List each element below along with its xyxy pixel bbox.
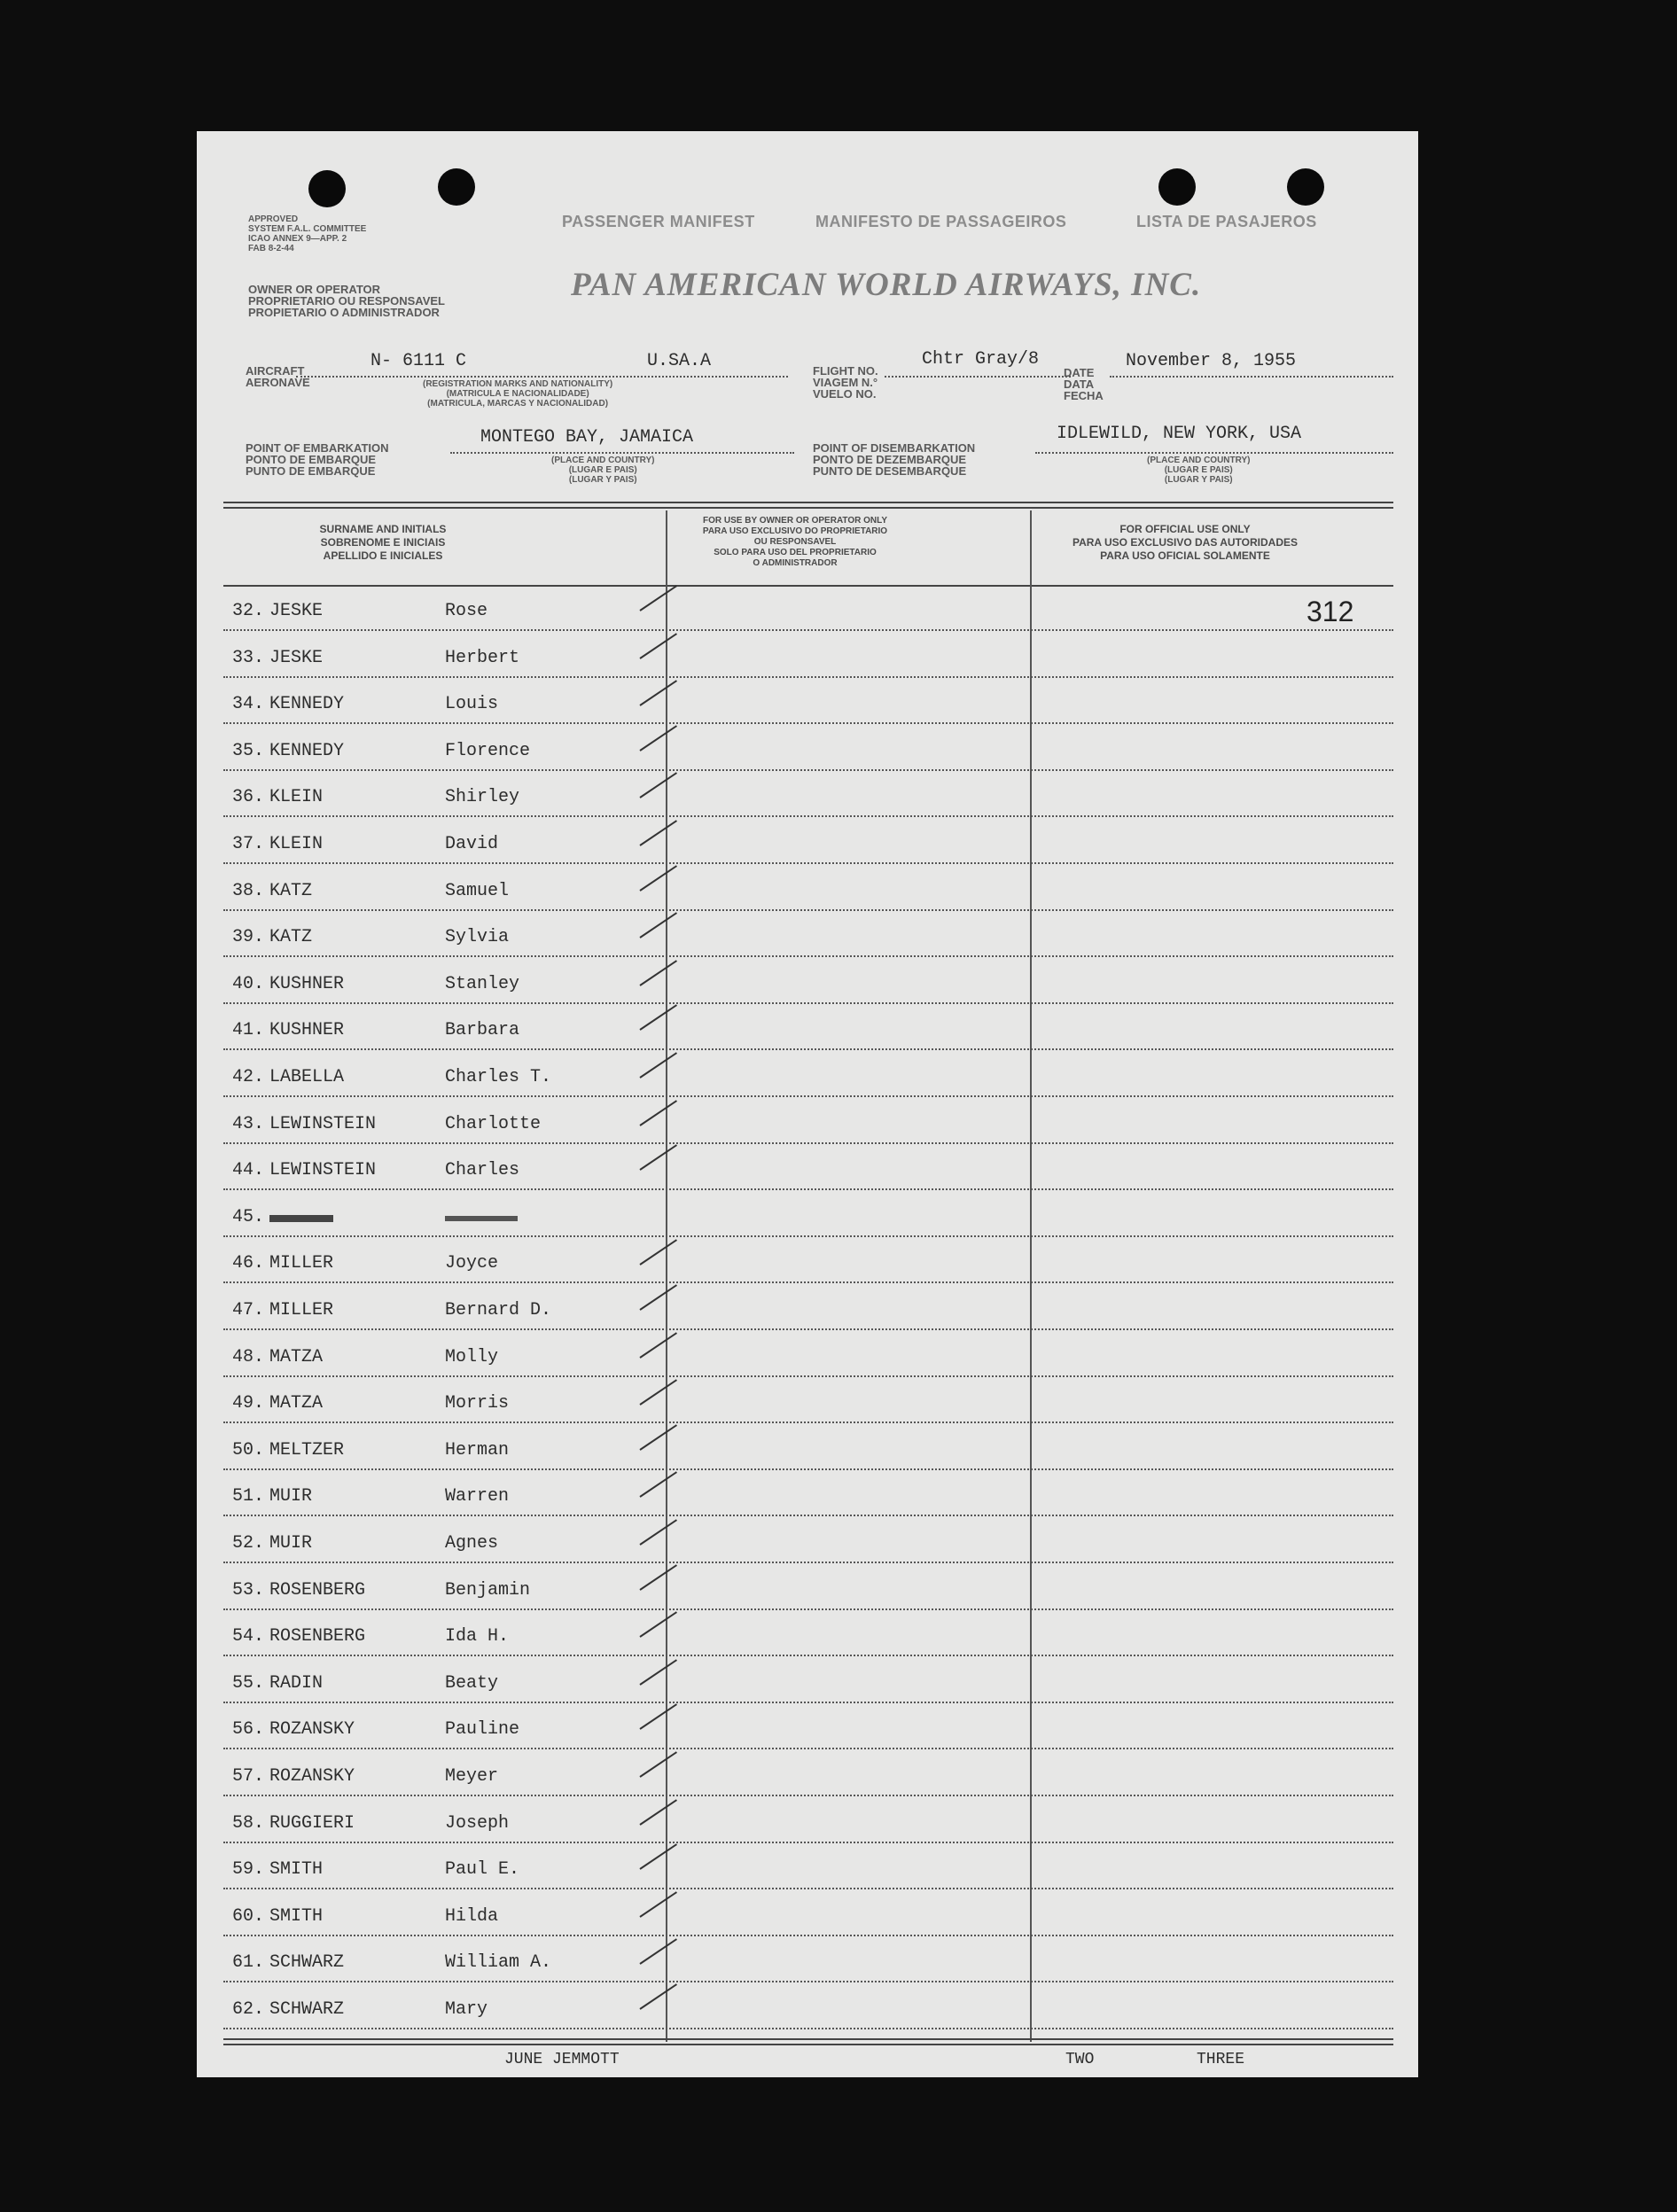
passenger-surname: KENNEDY — [269, 741, 345, 761]
row-rule — [223, 629, 1393, 631]
column-header-rule — [223, 585, 1393, 587]
passenger-surname: KUSHNER — [269, 1020, 345, 1040]
check-mark — [639, 960, 677, 986]
passenger-row — [223, 1067, 1393, 1094]
passenger-row — [223, 1626, 1393, 1653]
check-mark — [639, 820, 677, 846]
check-mark — [639, 1703, 677, 1730]
check-mark — [639, 1424, 677, 1451]
punch-hole — [1287, 168, 1324, 206]
footer-total-pages: THREE — [1197, 2051, 1245, 2068]
passenger-number: 52. — [231, 1533, 264, 1554]
strikeout-mark — [445, 1216, 518, 1221]
passenger-row — [223, 1580, 1393, 1607]
column-header-official: FOR OFFICIAL USE ONLY PARA USO EXCLUSIVO DAS AUTORIDADES PARA USO OFICIAL SOLAMENTE — [1072, 523, 1299, 562]
passenger-number: 36. — [231, 787, 264, 807]
row-rule — [223, 676, 1393, 678]
passenger-given-name: Louis — [445, 694, 499, 714]
flight-label: FLIGHT NO. VIAGEM N.° VUELO NO. — [813, 364, 878, 401]
row-rule — [223, 909, 1393, 911]
column-header-names: SURNAME AND INITIALS SOBRENOME E INICIAIS APELLIDO E INICIALES — [319, 523, 447, 562]
row-rule — [223, 2028, 1393, 2029]
row-rule — [223, 1888, 1393, 1889]
passenger-surname: MATZA — [269, 1393, 324, 1414]
check-mark — [639, 1284, 677, 1311]
passenger-row — [223, 1719, 1393, 1746]
row-rule — [223, 1748, 1393, 1749]
passenger-number: 50. — [231, 1440, 264, 1460]
disembarkation-line — [1035, 452, 1393, 454]
passenger-number: 60. — [231, 1906, 264, 1927]
check-mark — [639, 1564, 677, 1591]
title-portuguese: MANIFESTO DE PASSAGEIROS — [815, 213, 1067, 230]
row-rule — [223, 1048, 1393, 1050]
column-header-owner: FOR USE BY OWNER OR OPERATOR ONLY PARA USO EXCLUSIVO DO PROPRIETARIO OU RESPONSAVEL SOLO PARA USO DEL PROPRIETARIO O ADMINISTRADOR — [702, 516, 888, 568]
passenger-number: 32. — [231, 601, 264, 621]
embarkation-point: MONTEGO BAY, JAMAICA — [480, 427, 694, 448]
check-mark — [639, 1611, 677, 1638]
row-rule — [223, 1188, 1393, 1190]
check-mark — [639, 585, 677, 611]
flight-number: Chtr Gray/8 — [922, 349, 1040, 370]
passenger-given-name: Joseph — [445, 1813, 510, 1834]
passenger-surname: ROSENBERG — [269, 1580, 366, 1601]
passenger-row — [223, 1766, 1393, 1793]
check-mark — [639, 1983, 677, 2010]
registration-caption: (REGISTRATION MARKS AND NATIONALITY) (MATRICULA E NACIONALIDADE) (MATRICULA, MARCAS Y NACIONALIDAD) — [423, 379, 613, 409]
check-mark — [639, 1751, 677, 1778]
disembarkation-point: IDLEWILD, NEW YORK, USA — [1057, 424, 1302, 444]
passenger-row — [223, 1533, 1393, 1560]
check-mark — [639, 1100, 677, 1126]
passenger-number: 53. — [231, 1580, 264, 1601]
row-rule — [223, 1142, 1393, 1144]
passenger-surname: KATZ — [269, 927, 313, 947]
passenger-surname: ROZANSKY — [269, 1766, 355, 1787]
approval-text: APPROVED SYSTEM F.A.L. COMMITTEE ICAO ANNEX 9—APP. 2 FAB 8-2-44 — [248, 214, 367, 253]
passenger-surname: SMITH — [269, 1906, 324, 1927]
passenger-given-name: Agnes — [445, 1533, 499, 1554]
passenger-surname: MUIR — [269, 1533, 313, 1554]
passenger-row — [223, 1020, 1393, 1047]
footer-signature: JUNE JEMMOTT — [504, 2051, 620, 2068]
passenger-surname: KATZ — [269, 881, 313, 901]
check-mark — [639, 725, 677, 752]
passenger-number: 56. — [231, 1719, 264, 1740]
check-mark — [639, 1144, 677, 1171]
check-mark — [639, 1471, 677, 1498]
passenger-given-name: Herman — [445, 1440, 510, 1460]
footer-page-of: TWO — [1065, 2051, 1095, 2068]
check-mark — [639, 1891, 677, 1918]
passenger-number: 59. — [231, 1859, 264, 1880]
passenger-number: 38. — [231, 881, 264, 901]
row-rule — [223, 1328, 1393, 1330]
passenger-row — [223, 1813, 1393, 1840]
passenger-row — [223, 1673, 1393, 1700]
passenger-row — [223, 1347, 1393, 1374]
check-mark — [639, 1799, 677, 1826]
date-label: DATE DATA FECHA — [1064, 366, 1104, 402]
passenger-surname: LEWINSTEIN — [269, 1160, 377, 1180]
row-rule — [223, 862, 1393, 864]
passenger-row — [223, 787, 1393, 814]
passenger-surname: JESKE — [269, 601, 324, 621]
passenger-given-name: Florence — [445, 741, 531, 761]
passenger-row — [223, 1440, 1393, 1467]
owner-operator-label: OWNER OR OPERATOR PROPRIETARIO OU RESPONSAVEL PROPIETARIO O ADMINISTRADOR — [248, 283, 445, 319]
row-rule — [223, 1281, 1393, 1283]
check-mark — [639, 1379, 677, 1406]
passenger-given-name: Hilda — [445, 1906, 499, 1927]
table-bottom-rule — [223, 2044, 1393, 2045]
passenger-given-name: Stanley — [445, 974, 520, 994]
aircraft-label: AIRCRAFT AERONAVE — [246, 364, 310, 389]
row-rule — [223, 1562, 1393, 1563]
row-rule — [223, 1235, 1393, 1237]
title-english: PASSENGER MANIFEST — [562, 213, 755, 230]
passenger-number: 34. — [231, 694, 264, 714]
passenger-row — [223, 1859, 1393, 1886]
passenger-surname: KENNEDY — [269, 694, 345, 714]
passenger-surname: SMITH — [269, 1859, 324, 1880]
passenger-given-name: Bernard D. — [445, 1300, 552, 1320]
passenger-row — [223, 1906, 1393, 1933]
date-line — [1110, 376, 1393, 378]
passenger-number: 43. — [231, 1114, 264, 1134]
row-rule — [223, 955, 1393, 957]
row-rule — [223, 1935, 1393, 1936]
passenger-surname: ROSENBERG — [269, 1626, 366, 1647]
passenger-given-name: Morris — [445, 1393, 510, 1414]
passenger-surname: KUSHNER — [269, 974, 345, 994]
row-rule — [223, 1002, 1393, 1004]
passenger-given-name: Meyer — [445, 1766, 499, 1787]
passenger-given-name: Shirley — [445, 787, 520, 807]
passenger-surname: MELTZER — [269, 1440, 345, 1460]
passenger-number: 57. — [231, 1766, 264, 1787]
disembarkation-label: POINT OF DISEMBARKATION PONTO DE DEZEMBARQUE PUNTO DE DESEMBARQUE — [813, 441, 976, 478]
airline-name: PAN AMERICAN WORLD AIRWAYS, INC. — [571, 267, 1202, 303]
passenger-number: 51. — [231, 1486, 264, 1507]
passenger-row — [223, 741, 1393, 767]
passenger-number: 45. — [231, 1207, 264, 1227]
passenger-given-name: William A. — [445, 1952, 552, 1973]
passenger-row — [223, 1160, 1393, 1187]
punch-hole — [438, 168, 475, 206]
row-rule — [223, 1842, 1393, 1843]
passenger-number: 44. — [231, 1160, 264, 1180]
passenger-row — [223, 1114, 1393, 1141]
check-mark — [639, 633, 677, 659]
passenger-surname: SCHWARZ — [269, 1999, 345, 2020]
passenger-surname: SCHWARZ — [269, 1952, 345, 1973]
passenger-row — [223, 834, 1393, 861]
check-mark — [639, 1938, 677, 1965]
passenger-surname: RADIN — [269, 1673, 324, 1694]
passenger-row — [223, 1999, 1393, 2026]
official-stamp-number: 312 — [1306, 596, 1354, 627]
aircraft-nationality: U.SA.A — [647, 351, 712, 371]
title-spanish: LISTA DE PASAJEROS — [1136, 213, 1317, 230]
passenger-surname: KLEIN — [269, 834, 324, 854]
passenger-given-name: Paul E. — [445, 1859, 520, 1880]
passenger-given-name: Sylvia — [445, 927, 510, 947]
passenger-given-name: Rose — [445, 601, 488, 621]
strikeout-mark — [269, 1215, 333, 1222]
passenger-row — [223, 694, 1393, 720]
passenger-number: 39. — [231, 927, 264, 947]
passenger-row — [223, 1952, 1393, 1979]
passenger-row — [223, 881, 1393, 907]
passenger-surname: MATZA — [269, 1347, 324, 1367]
passenger-number: 47. — [231, 1300, 264, 1320]
embarkation-caption: (PLACE AND COUNTRY) (LUGAR E PAIS) (LUGAR Y PAIS) — [551, 456, 655, 485]
row-rule — [223, 722, 1393, 724]
passenger-surname: LABELLA — [269, 1067, 345, 1087]
row-rule — [223, 1095, 1393, 1097]
embarkation-label: POINT OF EMBARKATION PONTO DE EMBARQUE PUNTO DE EMBARQUE — [246, 441, 389, 478]
passenger-surname: LEWINSTEIN — [269, 1114, 377, 1134]
check-mark — [639, 1519, 677, 1546]
passenger-number: 49. — [231, 1393, 264, 1414]
passenger-given-name: Herbert — [445, 648, 520, 668]
table-top-rule — [223, 502, 1393, 503]
passenger-row — [223, 1486, 1393, 1513]
row-rule — [223, 1655, 1393, 1656]
passenger-surname: MUIR — [269, 1486, 313, 1507]
table-bottom-rule — [223, 2038, 1393, 2040]
passenger-row — [223, 974, 1393, 1001]
row-rule — [223, 769, 1393, 771]
passenger-number: 46. — [231, 1253, 264, 1273]
passenger-given-name: Charlotte — [445, 1114, 542, 1134]
check-mark — [639, 1659, 677, 1686]
passenger-row — [223, 927, 1393, 954]
aircraft-line — [296, 376, 788, 378]
passenger-row — [223, 1393, 1393, 1420]
passenger-given-name: Mary — [445, 1999, 488, 2020]
passenger-given-name: Joyce — [445, 1253, 499, 1273]
passenger-number: 62. — [231, 1999, 264, 2020]
passenger-row — [223, 1253, 1393, 1280]
check-mark — [639, 1332, 677, 1359]
manifest-page — [197, 131, 1418, 2077]
passenger-surname: MILLER — [269, 1253, 334, 1273]
passenger-surname: RUGGIERI — [269, 1813, 355, 1834]
disembarkation-caption: (PLACE AND COUNTRY) (LUGAR E PAIS) (LUGAR Y PAIS) — [1147, 456, 1251, 485]
row-rule — [223, 1421, 1393, 1423]
passenger-row — [223, 601, 1393, 627]
passenger-given-name: Pauline — [445, 1719, 520, 1740]
passenger-number: 37. — [231, 834, 264, 854]
passenger-given-name: Samuel — [445, 881, 510, 901]
punch-hole — [308, 170, 346, 207]
passenger-number: 33. — [231, 648, 264, 668]
row-rule — [223, 1375, 1393, 1377]
aircraft-registration: N- 6111 C — [370, 351, 467, 371]
flight-line — [885, 376, 1071, 378]
passenger-number: 41. — [231, 1020, 264, 1040]
passenger-number: 55. — [231, 1673, 264, 1694]
check-mark — [639, 680, 677, 706]
row-rule — [223, 1608, 1393, 1610]
check-mark — [639, 1843, 677, 1870]
passenger-row — [223, 648, 1393, 674]
check-mark — [639, 865, 677, 892]
passenger-given-name: Benjamin — [445, 1580, 531, 1601]
passenger-number: 42. — [231, 1067, 264, 1087]
passenger-surname: MILLER — [269, 1300, 334, 1320]
table-top-rule — [223, 507, 1393, 509]
passenger-number: 40. — [231, 974, 264, 994]
passenger-number: 35. — [231, 741, 264, 761]
row-rule — [223, 1702, 1393, 1703]
check-mark — [639, 1052, 677, 1079]
row-rule — [223, 1981, 1393, 1982]
row-rule — [223, 1795, 1393, 1796]
passenger-surname: KLEIN — [269, 787, 324, 807]
check-mark — [639, 1004, 677, 1031]
passenger-given-name: Charles T. — [445, 1067, 552, 1087]
check-mark — [639, 912, 677, 939]
passenger-given-name: Molly — [445, 1347, 499, 1367]
passenger-given-name: Warren — [445, 1486, 510, 1507]
passenger-number: 54. — [231, 1626, 264, 1647]
passenger-given-name: David — [445, 834, 499, 854]
passenger-given-name: Ida H. — [445, 1626, 510, 1647]
passenger-number: 61. — [231, 1952, 264, 1973]
embarkation-line — [450, 452, 794, 454]
passenger-row — [223, 1300, 1393, 1327]
passenger-given-name: Barbara — [445, 1020, 520, 1040]
check-mark — [639, 1239, 677, 1266]
row-rule — [223, 1468, 1393, 1470]
passenger-surname: JESKE — [269, 648, 324, 668]
passenger-number: 48. — [231, 1347, 264, 1367]
passenger-number: 58. — [231, 1813, 264, 1834]
passenger-surname: ROZANSKY — [269, 1719, 355, 1740]
passenger-given-name: Charles — [445, 1160, 520, 1180]
check-mark — [639, 772, 677, 798]
row-rule — [223, 815, 1393, 817]
manifest-date: November 8, 1955 — [1126, 351, 1297, 371]
punch-hole — [1158, 168, 1196, 206]
row-rule — [223, 1515, 1393, 1516]
passenger-row — [223, 1207, 1393, 1234]
passenger-given-name: Beaty — [445, 1673, 499, 1694]
